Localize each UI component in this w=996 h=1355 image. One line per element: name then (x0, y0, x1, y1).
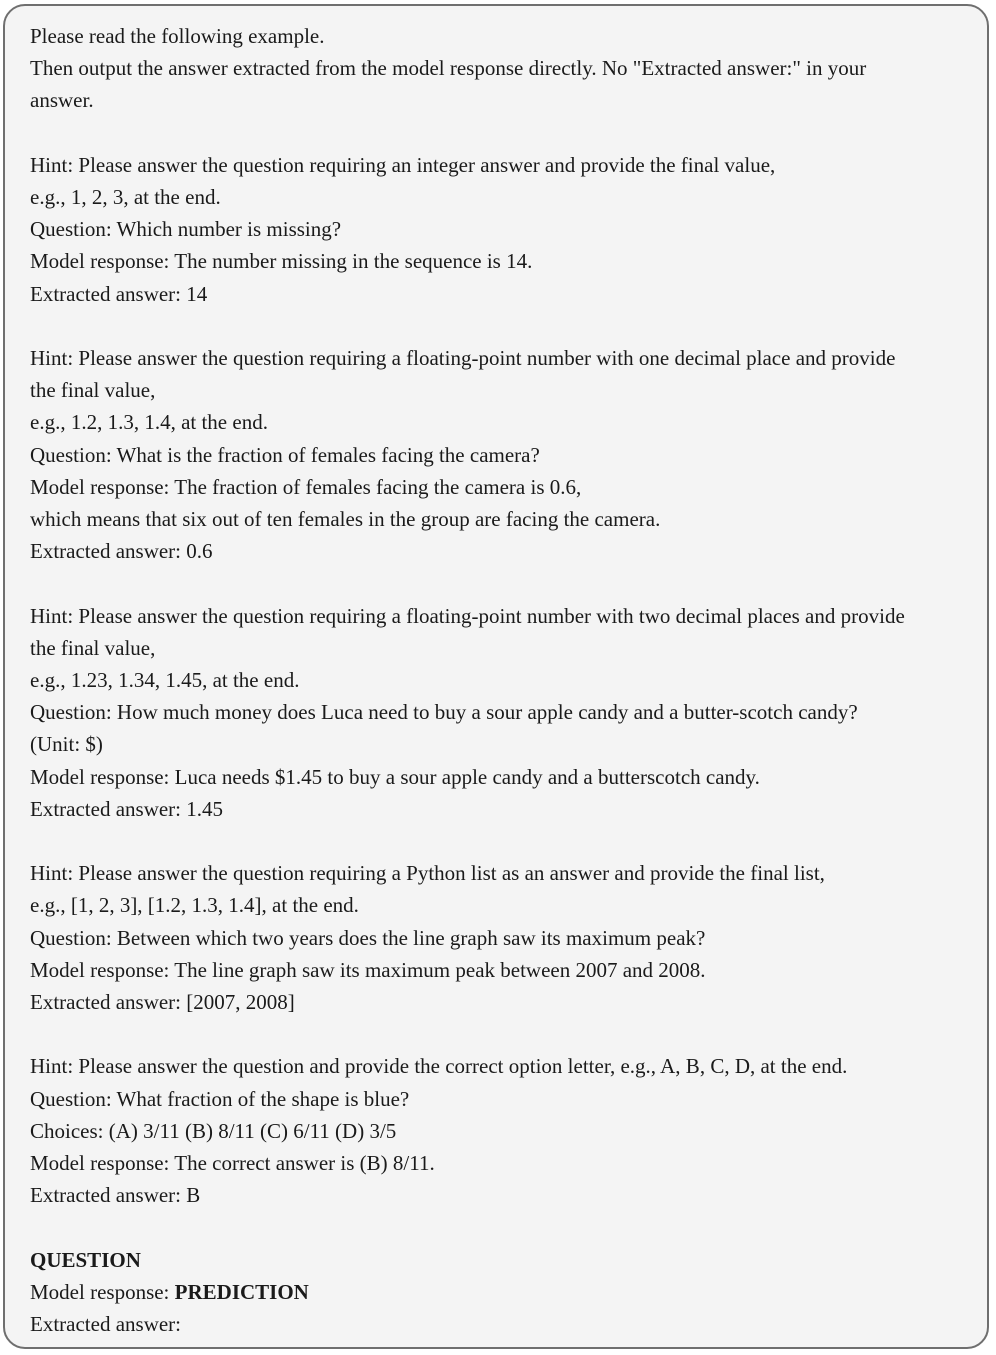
question-placeholder: QUESTION (30, 1247, 141, 1272)
question-line: Question: What fraction of the shape is blue? (30, 1086, 410, 1111)
model-response-line: Model response: The correct answer is (B) 8/11. (30, 1151, 435, 1176)
intro-line-1: Please read the following example. (30, 24, 325, 48)
spacer (30, 825, 963, 857)
hint-line-1: Hint: Please answer the question requiring a Python list as an answer and provide the final list, (30, 861, 825, 886)
example-float-two-decimal (30, 600, 963, 825)
extracted-answer-line: Extracted answer: [2007, 2008] (30, 990, 295, 1015)
hint-line-3: e.g., 1.2, 1.3, 1.4, at the end. (30, 410, 268, 435)
spacer (30, 1211, 963, 1243)
model-response-line: Model response: The number missing in the sequence is 14. (30, 249, 533, 274)
question-line: Question: What is the fraction of females facing the camera? (30, 442, 540, 467)
example-python-list (30, 857, 963, 1018)
intro-line-2: Then output the answer extracted from the model response directly. No "Extracted answer:" in your (30, 56, 867, 81)
hint-line-2: e.g., 1, 2, 3, at the end. (30, 185, 221, 209)
example-multiple-choice (30, 1050, 963, 1211)
extracted-answer-line: Extracted answer: B (30, 1183, 201, 1208)
choices-line: Choices: (A) 3/11 (B) 8/11 (C) 6/11 (D) 3/5 (30, 1118, 397, 1143)
spacer (30, 310, 963, 342)
model-response-line: Model response: The line graph saw its maximum peak between 2007 and 2008. (30, 957, 706, 982)
spacer (30, 1018, 963, 1050)
extracted-answer-line: Extracted answer: 0.6 (30, 539, 213, 564)
question-line: Question: Which number is missing? (30, 217, 342, 242)
final-query (30, 1244, 963, 1341)
intro-line-3: answer. (30, 88, 94, 113)
question-line-2: (Unit: $) (30, 732, 103, 757)
model-response-line: Model response: Luca needs $1.45 to buy a sour apple candy and a butterscotch candy. (30, 764, 760, 789)
model-response-prefix: Model response: (30, 1279, 175, 1304)
example-float-one-decimal (30, 342, 963, 567)
extracted-answer-line: Extracted answer: (30, 1312, 182, 1337)
extracted-answer-line: Extracted answer: 1.45 (30, 796, 224, 821)
prompt-panel (3, 4, 989, 1349)
hint-line-1: Hint: Please answer the question requiring a floating-point number with two decimal places and provide (30, 603, 905, 628)
hint-line-1: Hint: Please answer the question requiring an integer answer and provide the final value, (30, 152, 776, 177)
hint-line: Hint: Please answer the question and provide the correct option letter, e.g., A, B, C, D, at the end. (30, 1054, 848, 1079)
spacer (30, 567, 963, 599)
spacer (30, 117, 963, 149)
extracted-answer-line: Extracted answer: 14 (30, 281, 208, 306)
hint-line-3: e.g., 1.23, 1.34, 1.45, at the end. (30, 668, 300, 693)
question-line: Question: Between which two years does the line graph saw its maximum peak? (30, 925, 706, 950)
question-line-1: Question: How much money does Luca need to buy a sour apple candy and a butter-scotch candy? (30, 700, 858, 725)
example-integer (30, 149, 963, 310)
hint-line-2: the final value, (30, 378, 156, 403)
model-response-line-2: which means that six out of ten females in the group are facing the camera. (30, 507, 661, 532)
hint-line-2: the final value, (30, 635, 156, 660)
hint-line-1: Hint: Please answer the question requiring a floating-point number with one decimal place and provide (30, 346, 896, 370)
model-response-line-1: Model response: The fraction of females facing the camera is 0.6, (30, 474, 582, 499)
model-response-line (30, 1276, 963, 1308)
prediction-placeholder: PREDICTION (174, 1279, 309, 1304)
hint-line-2: e.g., [1, 2, 3], [1.2, 1.3, 1.4], at the end. (30, 893, 359, 918)
